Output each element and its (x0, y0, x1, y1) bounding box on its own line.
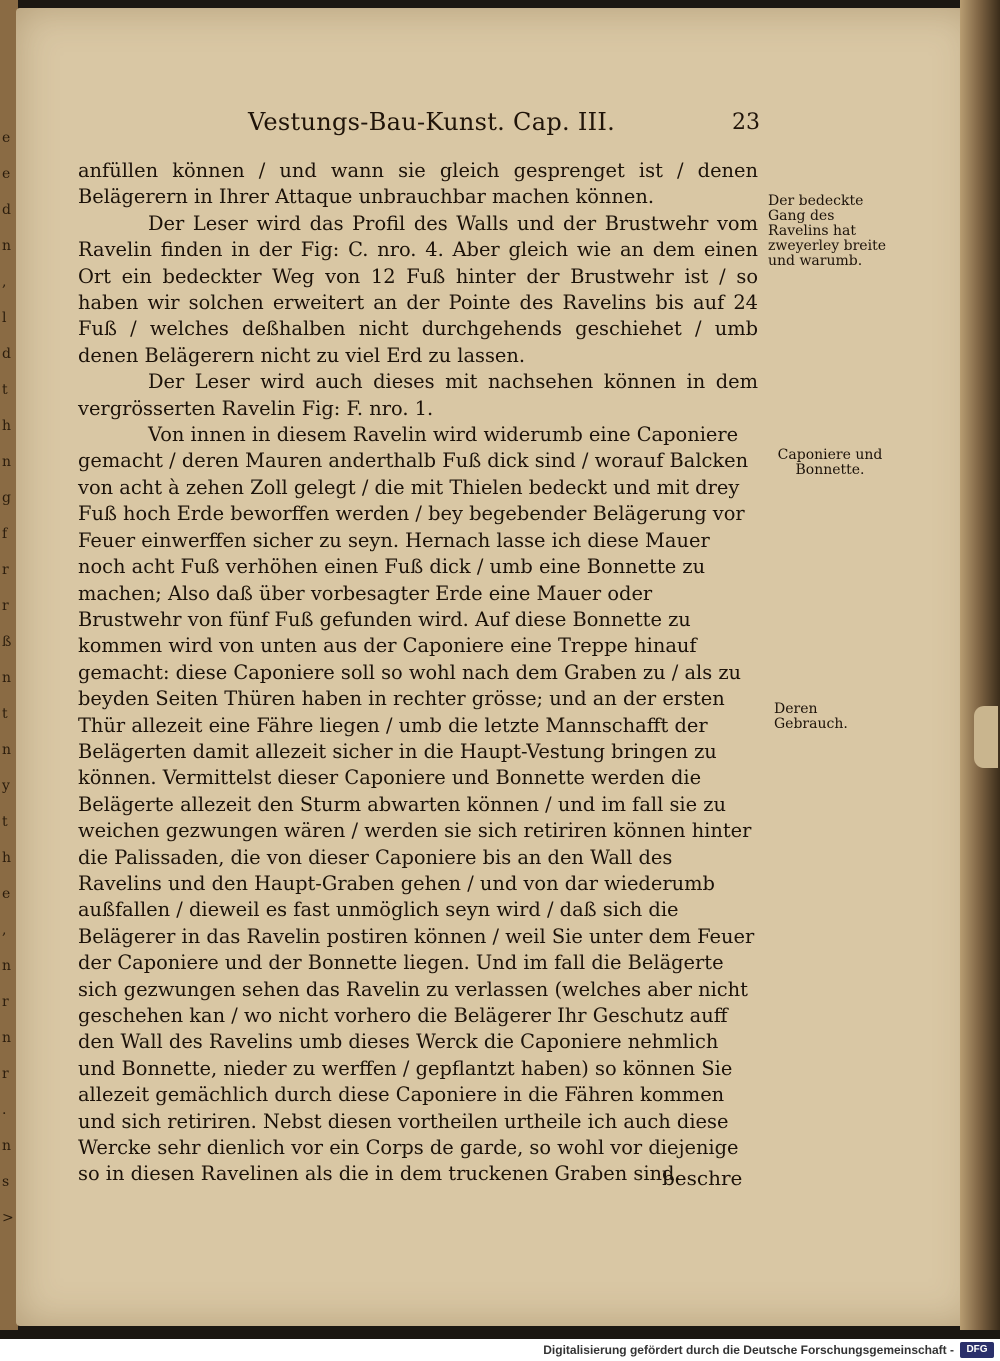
page-number: 23 (732, 110, 760, 135)
running-header: Vestungs-Bau-Kunst. Cap. III. (248, 108, 616, 136)
marginal-note: Deren Gebrauch. (774, 701, 848, 732)
paragraph: anfüllen können / und wann sie gleich gesprenget ist / denen Belägerern in Ihrer Attaque unbrauchbar machen können. (78, 159, 758, 209)
marginal-note: Caponiere und Bonnette. (777, 447, 883, 478)
main-text-block (78, 158, 758, 1188)
catchword: beschre (662, 1166, 743, 1190)
paragraph: Der Leser wird das Profil des Walls und der Brustwehr vom Ravelin finden in der Fig: C. nro. 4. Aber gleich wie an dem einen Ort ein bedeckter Weg von 12 Fuß hinter der Brustwehr ist / so haben wir solchen erweitert an der Pointe des Ravelins bis auf 24 Fuß / welches deßhalben nicht durchgehends geschiehet / umb denen Belägerern nicht zu viel Erd zu lassen. (78, 211, 758, 367)
funding-credit: Digitalisierung gefördert durch die Deutsche Forschungsgemeinschaft - (543, 1343, 954, 1357)
digitization-footer (0, 1339, 1000, 1361)
dfg-logo: DFG (960, 1342, 994, 1358)
previous-page-text-fragments: e e d n , l d t h n g f r r ß n t n y t h e , n r n r . n s > (2, 130, 14, 1226)
page-tab (974, 706, 998, 768)
book-fore-edge (960, 0, 1000, 1330)
book-page (16, 8, 976, 1326)
paragraph: Der Leser wird auch dieses mit nachsehen können in dem vergrösserten Ravelin Fig: F. nro. 1. (78, 370, 758, 420)
paragraph: Von innen in diesem Ravelin wird widerumb eine Caponiere gemacht / deren Mauren anderthalb Fuß dick sind / worauf Balcken von acht à zehen Zoll gelegt / die mit Thielen bedeckt und mit drey Fuß hoch Erde beworffen werden / bey begebender Belägerung vor Feuer einwerffen sicher zu seyn. Hernach lasse ich diese Mauer noch acht Fuß verhöhen einen Fuß dick / umb eine Bonnette zu machen; Also daß über vorbesagter Erde eine Mauer oder Brustwehr von fünf Fuß gefunden wird. Auf diese Bonnette zu kommen wird von unten aus der Caponiere eine Treppe hinauf gemacht: diese Caponiere soll so wohl nach dem Graben zu / als zu beyden Seiten Thüren haben in rechter grösse; und an der ersten Thür allezeit eine Fähre liegen / umb die letzte Mannschafft der Belägerten damit allezeit sicher in die Haupt-Vestung bringen zu können. Vermittelst dieser Caponiere und Bonnette werden die Belägerte allezeit den Sturm abwarten können / und im fall sie zu weichen gezwungen wären / werden sie sich retiriren können hinter die Palissaden, die von dieser Caponiere bis an den Wall des Ravelins und den Haupt-Graben gehen / und von dar wiederumb außfallen / dieweil es fast unmöglich seyn wird / daß sich die Belägerer in das Ravelin postiren können / weil Sie unter dem Feuer der Caponiere und der Bonnette liegen. Und im fall die Belägerte sich gezwungen sehen das Ravelin zu verlassen (welches aber nicht geschehen kan / wo nicht vorhero die Belägerer Ihr Geschutz auff den Wall des Ravelins umb dieses Werck die Caponiere nehmlich und Bonnette, nieder zu werffen / gepflantzt haben) so können Sie allezeit gemächlich durch diese Caponiere in die Fähren kommen und sich retiriren. Nebst diesen vortheilen urtheile ich auch diese Wercke sehr dienlich vor ein Corps de garde, so wohl vor diejenige so in diesen Ravelinen als die in dem truckenen Graben sind. (78, 423, 755, 1186)
marginal-note: Der bedeckte Gang des Ravelins hat zweyerley breite und warumb. (768, 193, 886, 269)
